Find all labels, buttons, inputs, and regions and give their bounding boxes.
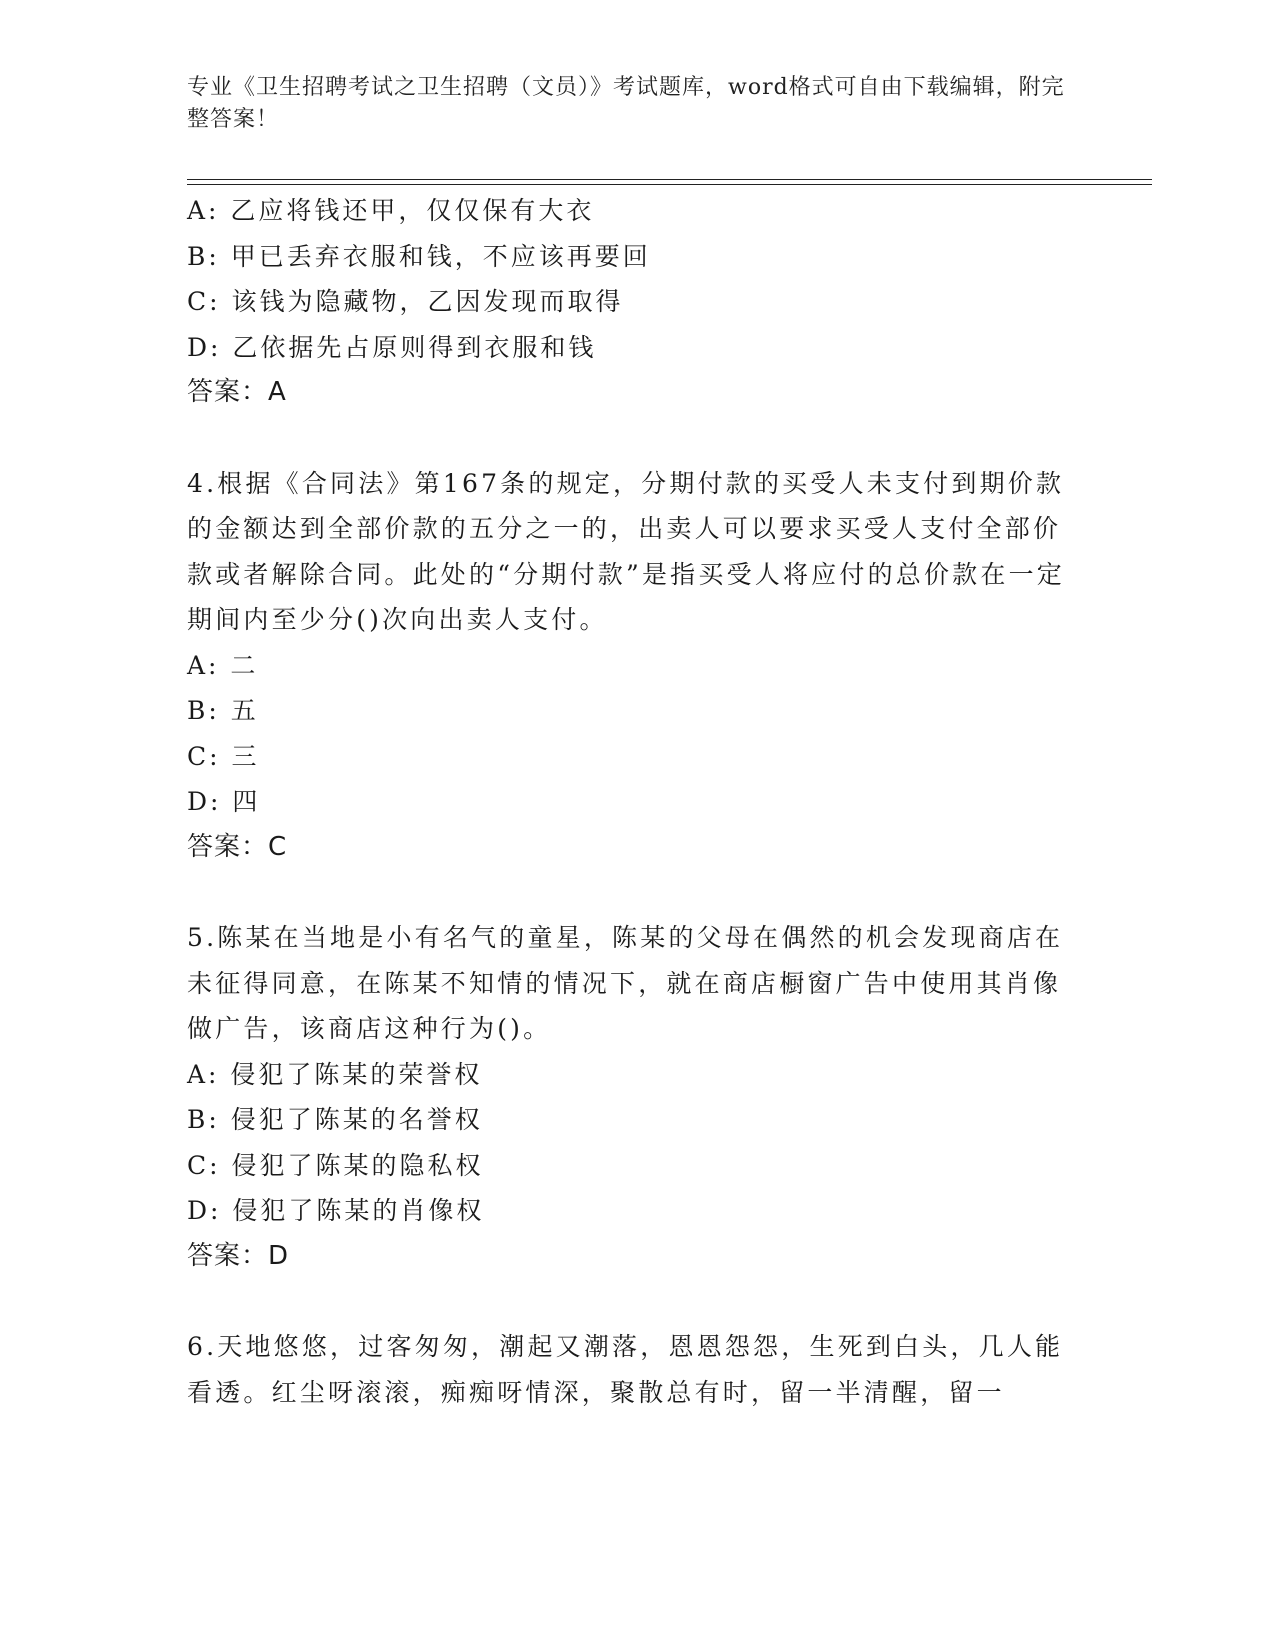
q4-option-a: A: 二 [187,650,259,680]
q3-answer: 答案：A [187,377,287,407]
q4-option-c: C: 三 [187,741,260,771]
q4-option-d: D: 四 [187,787,261,816]
q6-question-text: 6.天地悠悠，过客匆匆，潮起又潮落，恩恩怨怨，生死到白头，几人能看透。红尘呀滚滚，痴痴呀情深，聚散总有时，留一半清醒，留一 [187,1332,1064,1407]
document-header: 专业《卫生招聘考试之卫生招聘（文员）》考试题库，word格式可自由下载编辑，附完整答案！ [187,75,1065,132]
header-divider-top [187,179,1152,180]
q4-option-b: B: 五 [187,696,259,725]
q4-question-text: 4.根据《合同法》第167条的规定，分期付款的买受人未支付到期价款的金额达到全部价款的五分之一的，出卖人可以要求买受人支付全部价款或者解除合同。此处的“分期付款”是指买受人将应付的总价款在一定期间内至少分()次向出卖人支付。 [187,468,1065,634]
q5-option-c: C: 侵犯了陈某的隐私权 [187,1150,484,1180]
q5-answer: 答案：D [187,1240,290,1271]
question-4 [187,461,1067,871]
q5-option-b: B: 侵犯了陈某的名誉权 [187,1105,483,1134]
q5-option-a: A: 侵犯了陈某的荣誉权 [187,1059,483,1089]
q3-option-c: C: 该钱为隐藏物，乙因发现而取得 [187,287,624,316]
q3-option-d: D: 乙依据先占原则得到衣服和钱 [187,332,597,362]
question-3 [187,188,1067,416]
question-5 [187,915,1067,1279]
q5-option-d: D: 侵犯了陈某的肖像权 [187,1196,485,1225]
q3-option-b: B: 甲已丢弃衣服和钱，不应该再要回 [187,241,651,271]
question-6 [187,1324,1067,1415]
header-divider-bottom [187,184,1152,185]
q4-answer: 答案：C [187,831,288,862]
document-body [187,188,1067,1415]
q5-question-text: 5.陈某在当地是小有名气的童星，陈某的父母在偶然的机会发现商店在未征得同意，在陈某不知情的情况下，就在商店橱窗广告中使用其肖像做广告，该商店这种行为()。 [187,923,1064,1043]
q3-option-a: A: 乙应将钱还甲，仅仅保有大衣 [187,196,595,225]
